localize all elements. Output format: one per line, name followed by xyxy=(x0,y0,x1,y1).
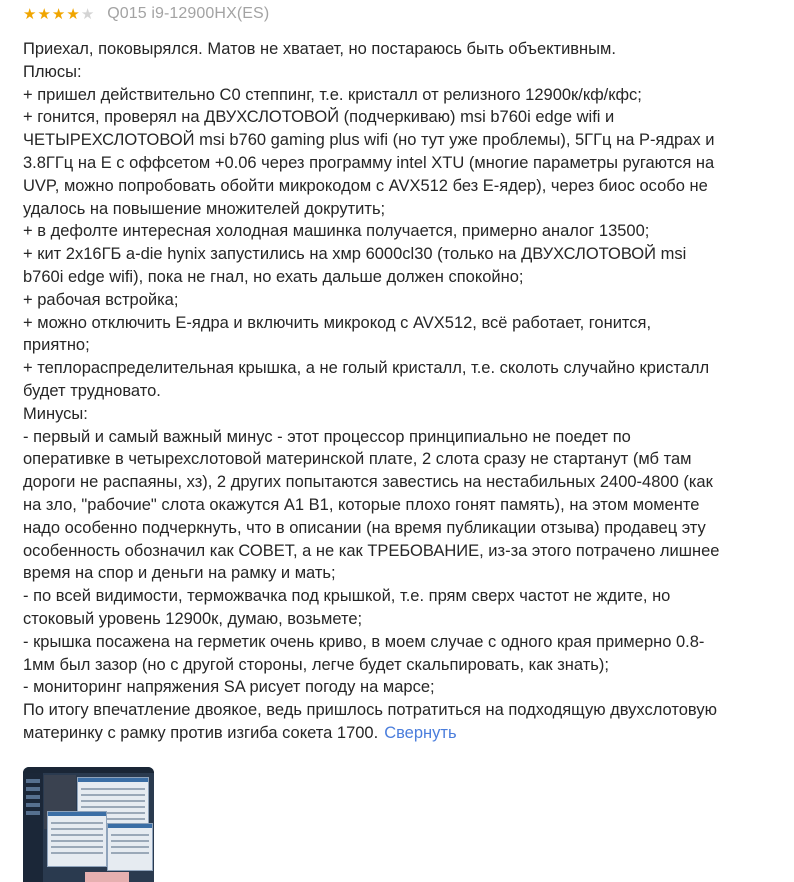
review-line: дороги не распаяны, хз), 2 других попытаются завестись на нестабильных 2400-4800 (как xyxy=(23,473,713,492)
review-line: оперативке в четырехслотовой материнской плате, 2 слота сразу не стартанут (мб там xyxy=(23,450,692,469)
review-text xyxy=(23,38,778,745)
review-line: Минусы: xyxy=(23,404,88,423)
review-line: 3.8ГГц на E с оффсетом +0.06 через программу intel XTU (многие параметры ругаются на xyxy=(23,153,715,172)
review-line: По итогу впечатление двоякое, ведь пришлось потратиться на подходящую двухслотовую xyxy=(23,701,717,720)
review-line: + кит 2х16ГБ a-die hynix запустились на хмр 6000cl30 (только на ДВУХСЛОТОВОЙ msi xyxy=(23,245,687,264)
review-header xyxy=(23,4,269,24)
star-filled-icon: ★ xyxy=(23,5,37,23)
review-line: + гонится, проверял на ДВУХСЛОТОВОЙ (подчеркиваю) msi b760i edge wifi и xyxy=(23,108,615,127)
review-line: + можно отключить E-ядра и включить микрокод с AVX512, всё работает, гонится, xyxy=(23,313,652,332)
review-line: + рабочая встройка; xyxy=(23,290,179,309)
review-line: материнку с рамку против изгиба сокета 1700. xyxy=(23,723,379,742)
star-filled-icon: ★ xyxy=(37,5,51,23)
thumbnail-window xyxy=(47,811,107,867)
star-empty-icon: ★ xyxy=(80,5,95,23)
review-line: - первый и самый важный минус - этот процессор принципиально не поедет по xyxy=(23,427,631,446)
review-line: - по всей видимости, терможвачка под крышкой, т.е. прям сверх частот не ждите, но xyxy=(23,587,671,606)
review-line: + в дефолте интересная холодная машинка получается, примерно аналог 13500; xyxy=(23,222,650,241)
product-variant: Q015 i9-12900HX(ES) xyxy=(107,5,270,22)
thumbnail-highlight xyxy=(85,872,129,882)
thumbnail-window xyxy=(107,823,153,871)
review-line: стоковый уровень 12900к, думаю, возьмете; xyxy=(23,609,363,628)
review-line: надо особенно подчеркнуть, что в описании (на время публикации отзыва) продавец эту xyxy=(23,518,706,537)
collapse-link[interactable]: Свернуть xyxy=(384,723,457,742)
rating-stars xyxy=(23,7,95,22)
review-line: на зло, "рабочие" слота окажутся A1 B1, которые плохо гонят память), на этом моменте xyxy=(23,495,700,514)
review-line: время на спор и деньги на рамку и мать; xyxy=(23,564,336,583)
review-line: b760i edge wifi), пока не гнал, но ехать дальше должен спокойно; xyxy=(23,267,524,286)
review-line: удалось на повышение множителей докрутить; xyxy=(23,199,386,218)
review-line: приятно; xyxy=(23,336,90,355)
review-line: ЧЕТЫРЕХСЛОТОВОЙ msi b760 gaming plus wifi (но тут уже проблемы), 5ГГц на P-ядрах и xyxy=(23,131,715,150)
attachment-thumbnail[interactable] xyxy=(23,767,154,882)
star-filled-icon: ★ xyxy=(66,5,80,23)
review-line: будет трудновато. xyxy=(23,381,161,400)
review-line: - крышка посажена на герметик очень криво, в моем случае с одного края примерно 0.8- xyxy=(23,632,705,651)
review-line: Плюсы: xyxy=(23,62,82,81)
thumbnail-sidebar xyxy=(23,773,43,882)
review-line-last xyxy=(23,722,778,745)
review-line: + пришел действительно C0 степпинг, т.е. кристалл от релизного 12900к/кф/кфс; xyxy=(23,85,642,104)
review-line: особенность обозначил как СОВЕТ, а не как ТРЕБОВАНИЕ, из-за этого потрачено лишнее xyxy=(23,541,720,560)
review-line: UVP, можно попробовать обойти микрокодом с AVX512 без E-ядер), через биос особо не xyxy=(23,176,708,195)
star-filled-icon: ★ xyxy=(51,5,66,23)
review-line: Приехал, поковырялся. Матов не хватает, но постараюсь быть объективным. xyxy=(23,40,616,58)
review-line: 1мм был зазор (но с другой стороны, легче будет скальпировать, как знать); xyxy=(23,655,609,674)
review-line: - мониторинг напряжения SA рисует погоду на марсе; xyxy=(23,678,435,697)
review-line: + теплораспределительная крышка, а не голый кристалл, т.е. сколоть случайно кристалл xyxy=(23,359,710,378)
